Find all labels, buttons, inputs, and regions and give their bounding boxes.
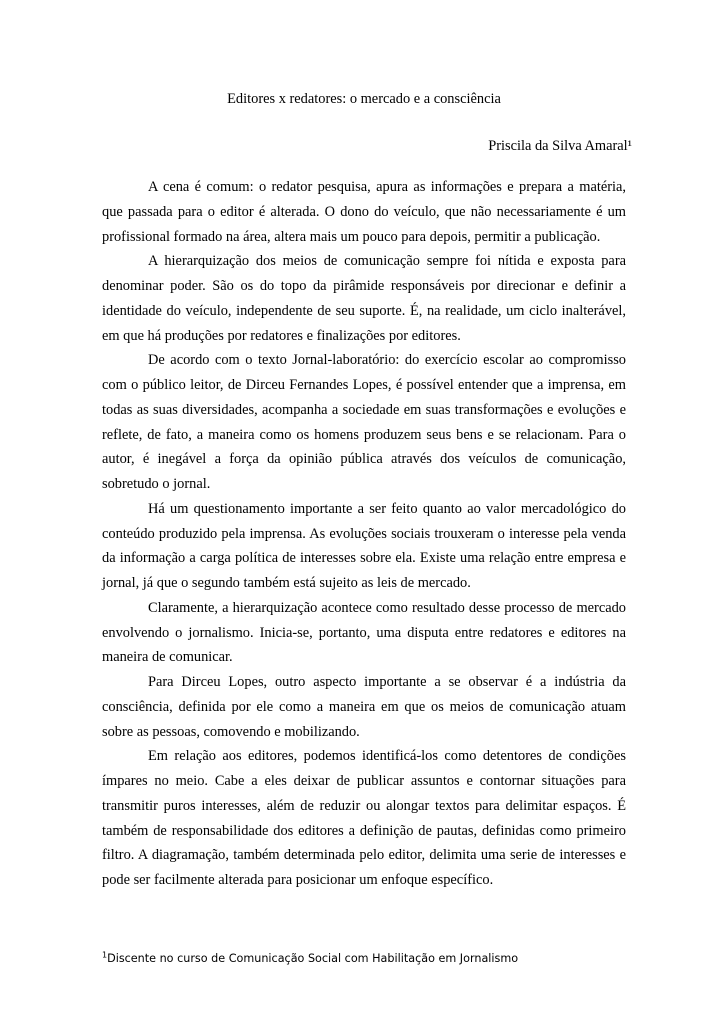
paragraph: A hierarquização dos meios de comunicação sempre foi nítida e exposta para denominar poder. São os do topo da pirâmide responsáveis por direcionar e definir a identidade do veículo, independente de seu suporte. É, na realidade, um ciclo inalterável, em que há produções por redatores e finalizações por editores. [102,253,626,344]
author-name: Priscila da Silva Amaral¹ [488,138,632,154]
footnote-marker: 1 [102,950,108,960]
footnote-text: Discente no curso de Comunicação Social com Habilitação em Jornalismo [107,952,519,965]
paragraph: Para Dirceu Lopes, outro aspecto importante a se observar é a indústria da consciência, definida por ele como a maneira em que os meios de comunicação atuam sobre as pessoas, comovendo e mobilizando. [102,674,626,740]
footnote [102,951,626,966]
document-body [102,175,626,893]
paragraph: Claramente, a hierarquização acontece como resultado desse processo de mercado envolvendo o jornalismo. Inicia-se, portanto, uma disputa entre redatores e editores na maneira de comunicar. [102,599,626,666]
paragraph: Há um questionamento importante a ser feito quanto ao valor mercadológico do conteúdo produzido pela imprensa. As evoluções sociais trouxeram o interesse pela venda da informação a carga política de interesses sobre ela. Existe uma relação entre empresa e jornal, já que o segundo também está sujeito as leis de mercado. [102,500,626,591]
document-title: Editores x redatores: o mercado e a consciência [227,91,501,107]
paragraph: Em relação aos editores, podemos identificá-los como detentores de condições ímpares no meio. Cabe a eles deixar de publicar assuntos e contornar situações para transmitir puros interesses, além de reduzir ou alongar textos para delimitar espaços. É também de responsabilidade dos editores a definição de pautas, definidas como primeiro filtro. A diagramação, também determinada pelo editor, delimita uma serie de interesses e pode ser facilmente alterada para posicionar um enfoque específico. [102,748,626,888]
paragraph: A cena é comum: o redator pesquisa, apura as informações e prepara a matéria, que passada para o editor é alterada. O dono do veículo, que não necessariamente é um profissional formado na área, altera mais um pouco para depois, permitir a publicação. [102,179,626,245]
paragraph: De acordo com o texto Jornal-laboratório: do exercício escolar ao compromisso com o público leitor, de Dirceu Fernandes Lopes, é possível entender que a imprensa, em todas as suas diversidades, acompanha a sociedade em suas transformações e evoluções e reflete, de fato, a maneira como os homens produzem seus bens e se relacionam. Para o autor, é inegável a força da opinião pública através dos veículos de comunicação, sobretudo o jornal. [102,352,626,492]
